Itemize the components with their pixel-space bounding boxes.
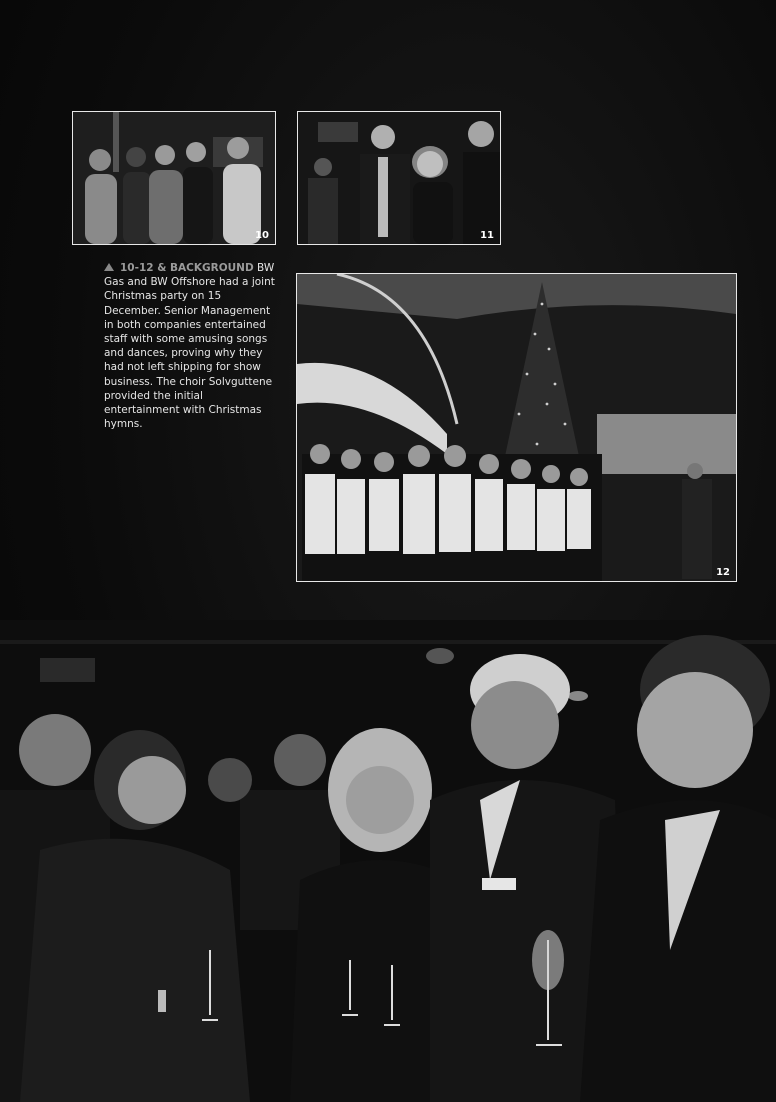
photo-11-image (298, 112, 500, 244)
photo-12-choir (296, 273, 737, 582)
photo-10-women-group (72, 111, 276, 245)
caption-text: BW Gas and BW Offshore had a joint Christmas party on 15 December. Senior Management in both companies entertained staff with some amusing songs and dances, proving why they had not left shipping for show business. The choir Solvguttene provided the initial entertainment with Christmas hymns. (104, 262, 275, 431)
photo-10-image (73, 112, 275, 244)
photo-number-12: 12 (716, 567, 730, 578)
photo-number-11: 11 (480, 230, 494, 241)
photo-caption (104, 261, 279, 431)
background-photo-guests (0, 620, 776, 1102)
photo-11-party-guests (297, 111, 501, 245)
photo-number-10: 10 (255, 230, 269, 241)
caption-lead: 10-12 & BACKGROUND (120, 262, 254, 274)
triangle-bullet-icon (104, 263, 114, 271)
photo-12-image (297, 274, 736, 581)
background-image (0, 620, 776, 1102)
